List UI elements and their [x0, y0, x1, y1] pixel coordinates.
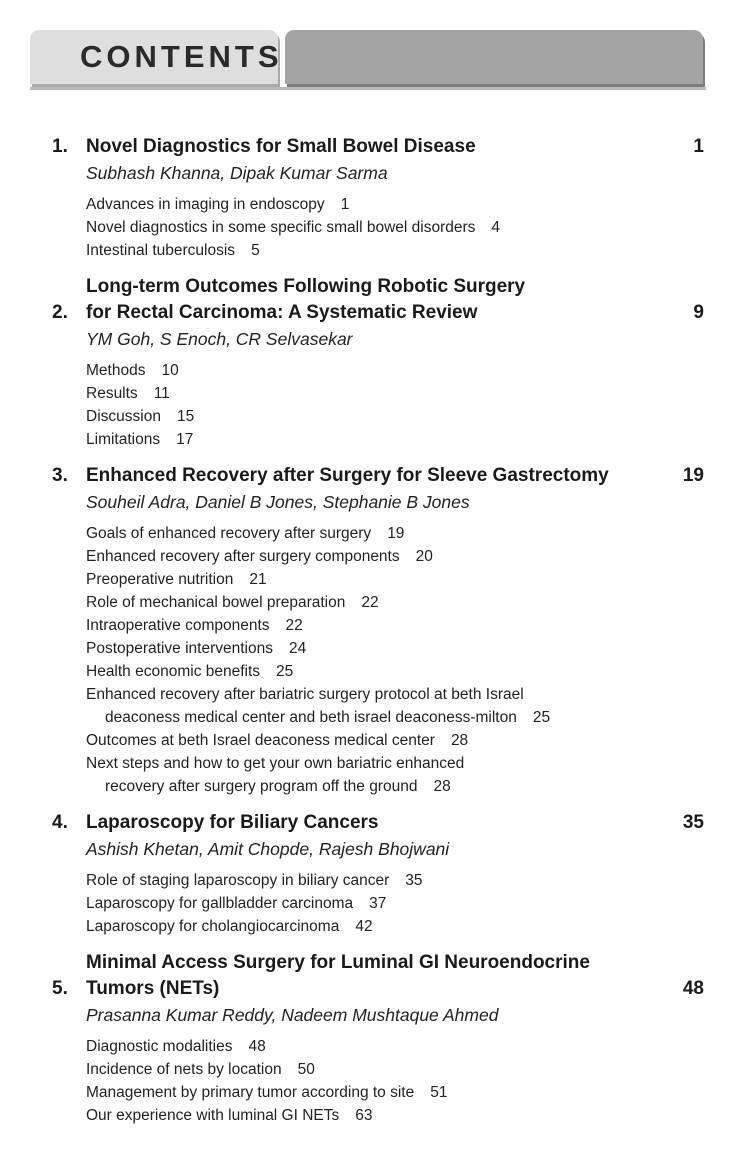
section-title: Advances in imaging in endoscopy — [86, 196, 325, 213]
section-item — [86, 614, 704, 637]
header-rule — [30, 87, 706, 90]
chapter-heading — [52, 463, 704, 489]
chapter-number: 1. — [52, 136, 68, 157]
page-title: CONTENTS — [80, 39, 283, 74]
section-title: deaconess medical center and beth israel deaconess-milton — [105, 709, 517, 726]
section-page-number: 17 — [176, 431, 194, 448]
chapter-entry — [52, 810, 704, 938]
section-page-number: 11 — [153, 385, 170, 402]
section-title: Enhanced recovery after bariatric surgery protocol at beth Israel — [86, 686, 524, 703]
section-title: Intraoperative components — [86, 617, 270, 634]
section-page-number: 20 — [415, 548, 433, 565]
section-page-number: 21 — [249, 571, 267, 588]
section-item — [86, 568, 704, 591]
chapter-page-number: 35 — [682, 812, 704, 833]
table-of-contents — [52, 134, 704, 1139]
section-title: Novel diagnostics in some specific small bowel disorders — [86, 219, 476, 236]
section-page-number: 19 — [387, 525, 405, 542]
chapter-number: 3. — [52, 465, 68, 486]
section-item — [86, 660, 704, 683]
chapter-title — [86, 463, 654, 489]
section-item — [86, 591, 704, 614]
section-title-continuation — [86, 706, 704, 729]
section-page-number: 22 — [285, 617, 303, 634]
section-title: Our experience with luminal GI NETs — [86, 1107, 340, 1124]
section-list — [86, 522, 704, 798]
chapter-title — [86, 134, 654, 160]
section-title: Limitations — [86, 431, 161, 448]
section-page-number: 42 — [355, 918, 373, 935]
chapter-heading — [52, 274, 704, 326]
chapter-title-line: Long-term Outcomes Following Robotic Surgery — [86, 276, 526, 297]
section-page-number: 28 — [450, 732, 469, 749]
section-page-number: 25 — [276, 663, 294, 680]
section-title: Results — [86, 385, 138, 402]
header-bar — [285, 30, 703, 84]
chapter-authors: Souheil Adra, Daniel B Jones, Stephanie B Jones — [86, 492, 470, 512]
section-item — [86, 359, 704, 382]
section-title: Outcomes at beth Israel deaconess medical center — [86, 732, 435, 749]
section-page-number: 25 — [532, 709, 551, 726]
section-title: Management by primary tumor according to site — [86, 1084, 415, 1101]
section-list — [86, 193, 704, 262]
section-title-continuation — [86, 775, 704, 798]
section-title: Enhanced recovery after surgery components — [86, 548, 400, 565]
section-page-number: 10 — [161, 362, 179, 379]
chapter-heading — [52, 134, 704, 160]
section-item — [86, 239, 704, 262]
chapter-number: 2. — [52, 302, 68, 323]
section-item — [86, 637, 704, 660]
chapter-authors: YM Goh, S Enoch, CR Selvasekar — [86, 329, 353, 349]
chapter-title — [86, 950, 654, 1002]
section-list — [86, 359, 704, 451]
section-title: Role of staging laparoscopy in biliary cancer — [86, 872, 390, 889]
chapter-authors: Subhash Khanna, Dipak Kumar Sarma — [86, 163, 388, 183]
section-page-number: 51 — [430, 1084, 448, 1101]
chapter-title-line: Novel Diagnostics for Small Bowel Disease — [86, 136, 476, 157]
chapter-entry — [52, 274, 704, 451]
section-title: Discussion — [86, 408, 161, 425]
chapter-title-line: Tumors (NETs) — [86, 978, 220, 999]
chapter-authors: Prasanna Kumar Reddy, Nadeem Mushtaque Ahmed — [86, 1005, 499, 1025]
chapter-title-line: for Rectal Carcinoma: A Systematic Review — [86, 302, 478, 323]
chapter-title-line: Enhanced Recovery after Surgery for Sleeve Gastrectomy — [86, 465, 609, 486]
chapter-number: 4. — [52, 812, 68, 833]
section-title: Laparoscopy for gallbladder carcinoma — [86, 895, 354, 912]
section-page-number: 35 — [405, 872, 423, 889]
section-title: Diagnostic modalities — [86, 1038, 233, 1055]
section-item — [86, 752, 704, 798]
section-item — [86, 216, 704, 239]
contents-header — [30, 30, 706, 92]
section-page-number: 24 — [288, 640, 307, 657]
section-item — [86, 428, 704, 451]
section-title: Intestinal tuberculosis — [86, 242, 236, 259]
header-tab — [30, 30, 283, 84]
section-item — [86, 869, 704, 892]
section-title: Laparoscopy for cholangiocarcinoma — [86, 918, 340, 935]
chapter-entry — [52, 463, 704, 798]
section-title: Role of mechanical bowel preparation — [86, 594, 346, 611]
section-item — [86, 522, 704, 545]
section-title: Health economic benefits — [86, 663, 261, 680]
chapter-entry — [52, 950, 704, 1127]
section-title: recovery after surgery program off the ground — [105, 778, 418, 795]
section-list — [86, 1035, 704, 1127]
section-item — [86, 915, 704, 938]
section-title: Methods — [86, 362, 146, 379]
chapter-page-number: 48 — [682, 978, 704, 999]
section-item — [86, 405, 704, 428]
section-item — [86, 1035, 704, 1058]
chapter-authors: Ashish Khetan, Amit Chopde, Rajesh Bhojwani — [86, 839, 450, 859]
section-page-number: 63 — [355, 1107, 373, 1124]
section-item — [86, 1081, 704, 1104]
section-page-number: 4 — [491, 219, 501, 236]
section-title: Goals of enhanced recovery after surgery — [86, 525, 372, 542]
chapter-title — [86, 810, 654, 836]
chapter-page-number: 19 — [682, 465, 704, 486]
chapter-title — [86, 274, 654, 326]
chapter-entry — [52, 134, 704, 262]
section-page-number: 5 — [251, 242, 260, 259]
section-page-number: 28 — [433, 778, 451, 795]
section-list — [86, 869, 704, 938]
chapter-heading — [52, 810, 704, 836]
section-title: Incidence of nets by location — [86, 1061, 282, 1078]
section-title: Next steps and how to get your own bariatric enhanced — [86, 755, 465, 772]
section-page-number: 37 — [369, 895, 387, 912]
section-item — [86, 193, 704, 216]
section-page-number: 48 — [248, 1038, 266, 1055]
section-item — [86, 729, 704, 752]
section-page-number: 22 — [361, 594, 379, 611]
section-item — [86, 683, 704, 729]
section-title: Preoperative nutrition — [86, 571, 234, 588]
section-item — [86, 1104, 704, 1127]
section-page-number: 50 — [297, 1061, 315, 1078]
chapter-page-number: 9 — [693, 302, 704, 323]
section-item — [86, 892, 704, 915]
chapter-page-number: 1 — [693, 136, 704, 157]
section-item — [86, 1058, 704, 1081]
section-title: Postoperative interventions — [86, 640, 273, 657]
section-item — [86, 382, 704, 405]
chapter-number: 5. — [52, 978, 68, 999]
chapter-title-line: Minimal Access Surgery for Luminal GI Neuroendocrine — [86, 952, 590, 973]
chapter-title-line: Laparoscopy for Biliary Cancers — [86, 812, 379, 833]
chapter-heading — [52, 950, 704, 1002]
section-item — [86, 545, 704, 568]
section-page-number: 15 — [176, 408, 195, 425]
section-page-number: 1 — [340, 196, 350, 213]
